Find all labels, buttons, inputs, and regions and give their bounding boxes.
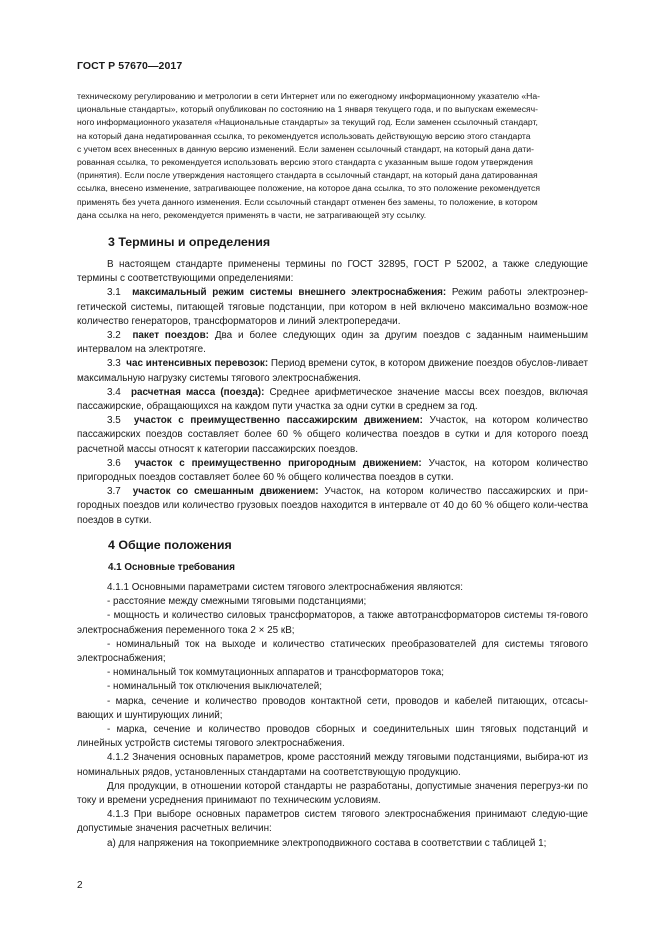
intro-line: техническому регулированию и метрологии в сети Интернет или по ежегодному информационному указателю «На- bbox=[77, 91, 541, 101]
intro-line: применять без учета данного изменения. Если ссылочный стандарт отменен без замены, то положение, в котором bbox=[77, 196, 538, 207]
list-item: - номинальный ток отключения выключателей; bbox=[107, 681, 323, 693]
intro-line: ссылка, внесено изменение, затрагивающее положение, на которое дана ссылка, то это положение рекомендуется bbox=[77, 183, 540, 194]
intro-line: с учетом всех внесенных в данную версию изменений. Если заменен ссылочный стандарт, на который дана дати- bbox=[77, 143, 534, 154]
clause-4-1-2-note: Для продукции, в отношении которой стандарты не разработаны, допустимые значения перегруз-ки по току и времени усреднения принимают по техническим условиям. bbox=[77, 780, 588, 807]
term-name: расчетная масса (поезда): bbox=[130, 386, 265, 398]
term-3-1: 3.1 максимальный режим системы внешнего электроснабжения: Режим работы электроэнер-гетической системы, питающей тяговые подстанции, при котором в ней включено максимально возмож-ное количество генераторов, трансформаторов и линий электропередачи. bbox=[77, 287, 589, 327]
term-name: пакет поездов: bbox=[132, 330, 209, 342]
list-item: - марка, сечение и количество проводов контактной сети, проводов и кабелей питающих, отсасы-вающих и шунтирующих линий; bbox=[77, 695, 588, 721]
intro-line: на который дана недатированная ссылка, то рекомендуется использовать действующую версию этого стандарта bbox=[77, 130, 531, 141]
section-3-body bbox=[77, 258, 588, 528]
clause-4-1-2: 4.1.2 Значения основных параметров, кроме расстояний между тяговыми подстанциями, выбира-ют из номинальных рядов, установленных стандартами на соответствующую продукцию. bbox=[77, 752, 588, 778]
term-3-4: 3.4 расчетная масса (поезда): Среднее арифметическое значение массы всех поездов, включая пассажирские, обращающихся на каждом пути участка за одни сутки в среднем за год. bbox=[77, 386, 588, 413]
intro-line: дана ссылка на него, рекомендуется применять в части, не затрагивающей эту ссылку. bbox=[77, 209, 427, 220]
section-4-body bbox=[77, 581, 588, 851]
intro-line: ного информационного указателя «Национальные стандарты» за текущий год. Если заменен ссылочный стандарт, bbox=[77, 117, 538, 128]
clause-4-1-3-a: а) для напряжения на токоприемнике электроподвижного состава в соответствии с таблицей 1; bbox=[107, 837, 547, 849]
clause-4-1-1: 4.1.1 Основными параметрами систем тягового электроснабжения являются: bbox=[107, 582, 463, 593]
list-item: - марка, сечение и количество проводов сборных и соединительных шин тяговых подстанций и линейных устройств системы тягового электроснабжения. bbox=[77, 724, 588, 750]
intro-line: рованная ссылка, то рекомендуется использовать версию этого стандарта с указанным выше годом утверждения bbox=[77, 157, 533, 168]
section-3-title: 3 Термины и определения bbox=[108, 235, 271, 249]
intro-paragraph bbox=[77, 90, 588, 222]
term-name: участок со смешанным движением: bbox=[132, 486, 319, 498]
term-3-2: 3.2 пакет поездов: Два и более следующих один за другим поездов с заданным наименьшим интервалом на электротяге. bbox=[77, 330, 588, 356]
list-item: - расстояние между смежными тяговыми подстанциями; bbox=[107, 596, 367, 608]
term-3-6: 3.6 участок с преимущественно пригородным движением: Участок, на котором количество пригородных поездов составляет более 60 % общего количества поездов в сутки. bbox=[77, 457, 588, 484]
document-header: ГОСТ Р 57670—2017 bbox=[77, 60, 183, 72]
list-item: - мощность и количество силовых трансформаторов, а также автотрансформаторов системы тя-гового электроснабжения переменного тока 2 × 25 кВ; bbox=[77, 610, 588, 636]
term-name: участок с преимущественно пассажирским движением: bbox=[133, 415, 423, 427]
page-number: 2 bbox=[77, 880, 83, 891]
term-3-7: 3.7 участок со смешанным движением: Участок, на котором количество пассажирских и при-городных поездов или количество грузовых поездов находится в интервале от 40 до 60 % общего коли-чества поездов в сутки. bbox=[77, 486, 588, 526]
section-4-title: 4 Общие положения bbox=[108, 538, 232, 552]
list-item: - номинальный ток на выходе и количество статических преобразователей для системы тягового электроснабжения; bbox=[77, 638, 588, 665]
intro-line: (принятия). Если после утверждения настоящего стандарта в ссылочный стандарт, на который дана датированная bbox=[77, 170, 538, 181]
clause-4-1-3: 4.1.3 При выборе основных параметров систем тягового электроснабжения принимают следую-щие допустимые значения расчетных величин: bbox=[77, 809, 588, 835]
term-name: участок с преимущественно пригородным движением: bbox=[134, 457, 422, 469]
term-3-3: 3.3 час интенсивных перевозок: Период времени суток, в котором движение поездов обуслов-ливает максимальную нагрузку системы тягового электроснабжения. bbox=[77, 358, 588, 384]
term-3-5: 3.5 участок с преимущественно пассажирским движением: Участок, на котором количество пассажирских поездов составляет более 60 % общего количества поездов в сутки и для которого поезд расчетной массы относят к категории пассажирских поездов. bbox=[77, 415, 588, 455]
term-name: максимальный режим системы внешнего электроснабжения: bbox=[132, 287, 447, 299]
list-item: - номинальный ток коммутационных аппаратов и трансформаторов тока; bbox=[107, 667, 444, 679]
term-name: час интенсивных перевозок: bbox=[126, 358, 269, 370]
section-3-intro: В настоящем стандарте применены термины по ГОСТ 32895, ГОСТ Р 52002, а также следующие термины с соответствующими определениями: bbox=[77, 259, 588, 285]
intro-line: циональные стандарты», который опубликован по состоянию на 1 января текущего года, и по выпускам ежемесяч- bbox=[77, 104, 538, 115]
section-4-1-title: 4.1 Основные требования bbox=[108, 562, 235, 573]
